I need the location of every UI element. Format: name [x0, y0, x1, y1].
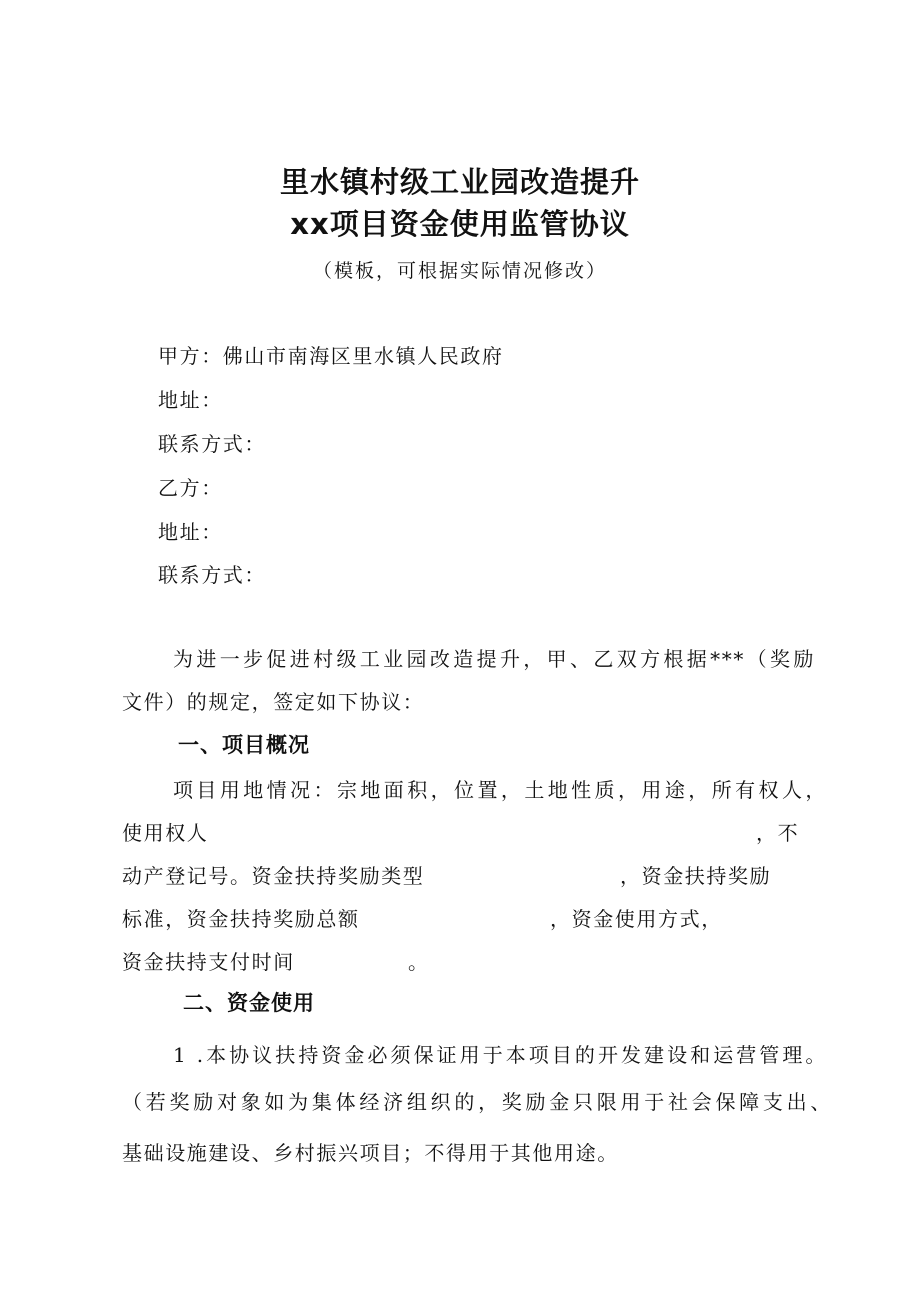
section1-line5-end: 。: [408, 950, 430, 974]
section1-line3-end: ，资金扶持奖励: [620, 864, 772, 888]
party-a-address: 地址：: [158, 388, 223, 412]
section2-item1-line1: 1 .本协议扶持资金必须保证用于本项目的开发建设和运营管理。: [173, 1043, 827, 1067]
section1-line2-start: 使用权人: [122, 821, 209, 845]
section1-line4-end: ，资金使用方式，: [550, 907, 723, 931]
document-subtitle: （模板，可根据实际情况修改）: [312, 260, 607, 282]
party-b-address: 地址：: [158, 520, 223, 544]
section1-line1: 项目用地情况：宗地面积，位置，土地性质，用途，所有权人，: [173, 778, 827, 802]
party-b: 乙方：: [158, 476, 223, 500]
section1-line3-start: 动产登记号。资金扶持奖励类型: [122, 864, 425, 888]
party-b-contact: 联系方式：: [158, 563, 266, 587]
party-a-contact: 联系方式：: [158, 432, 266, 456]
document-title-line1: 里水镇村级工业园改造提升: [279, 165, 640, 199]
preamble-line1: 为进一步促进村级工业园改造提升，甲、乙双方根据***（奖励: [173, 647, 815, 671]
section1-line4-start: 标准，资金扶持奖励总额: [122, 907, 360, 931]
section2-heading: 二、资金使用: [183, 991, 315, 1015]
party-a: 甲方：佛山市南海区里水镇人民政府: [158, 344, 504, 368]
section2-item1-line2: （若奖励对象如为集体经济组织的，奖励金只限用于社会保障支出、: [122, 1090, 832, 1114]
section2-item1-line3: 基础设施建设、乡村振兴项目；不得用于其他用途。: [122, 1141, 619, 1165]
section1-line5-start: 资金扶持支付时间: [122, 950, 295, 974]
preamble-line2: 文件）的规定，签定如下协议：: [122, 690, 425, 714]
document-title-line2: xx项目资金使用监管协议: [290, 207, 630, 241]
section1-line2-end: ，不: [756, 821, 800, 845]
section1-heading: 一、项目概况: [178, 733, 310, 757]
